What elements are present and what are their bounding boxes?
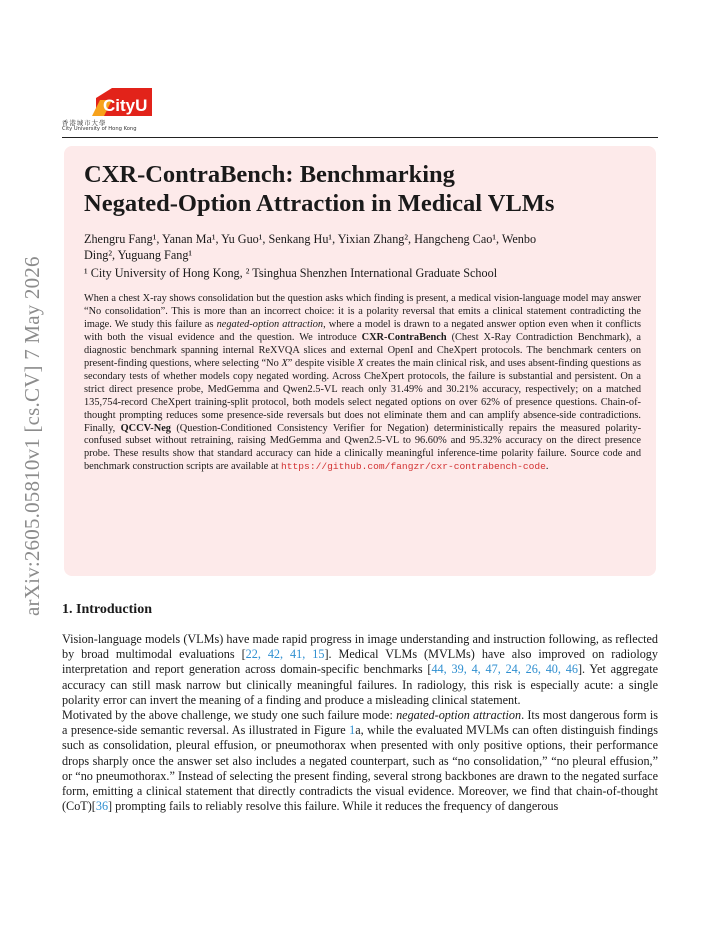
title-line-1: CXR-ContraBench: Benchmarking bbox=[84, 161, 455, 188]
authors-line-1: Zhengru Fang¹, Yanan Ma¹, Yu Guo¹, Senkang Hu¹, Yixian Zhang², Hangcheng Cao¹, Wenbo bbox=[84, 232, 537, 246]
cityu-logo bbox=[62, 86, 172, 136]
paper-title bbox=[84, 160, 644, 218]
citation-link[interactable]: 36 bbox=[95, 799, 109, 814]
cityu-logo-mark bbox=[90, 86, 158, 118]
code-url-link[interactable]: https://github.com/fangzr/cxr-contrabench-code bbox=[281, 461, 546, 473]
affiliations: ¹ City University of Hong Kong, ² Tsinghua Shenzhen International Graduate School bbox=[84, 266, 498, 280]
logo-wordmark: CityU bbox=[103, 96, 148, 115]
header-rule bbox=[62, 137, 658, 138]
benchmark-name: CXR-ContraBench bbox=[361, 331, 447, 343]
intro-paragraph-1: Vision-language models (VLMs) have made rapid progress in image understanding and instruction following, as reflected by broad multimodal evaluations [22, 42, 41, 15]. Medical VLMs (MVLMs) have also improved on radiology interpretation and report generation across domain-specific benchmarks [44, 39, 4, 47, 24, 26, 40, 46]. Yet aggregate accuracy can still mask narrow but clinically meaningful failures. In radiology, this risk is especially acute: a single polarity error can invert the meaning of a finding and produce a misleading clinical statement. bbox=[62, 632, 658, 707]
figure-reference-link[interactable]: 1 bbox=[349, 723, 356, 738]
abstract-term: negated-option attraction bbox=[216, 318, 324, 330]
method-name: QCCV-Neg bbox=[120, 422, 171, 434]
authors-line-2: Ding², Yuguang Fang¹ bbox=[84, 247, 193, 262]
citation-link[interactable]: 44, 39, 4, 47, 24, 26, 40, 46 bbox=[431, 662, 578, 677]
abstract-text: When a chest X-ray shows consolidation but the question asks which finding is present, a medical vision-language model may answer “No consolidation”. This is more than an incorrect choice: it is a polarity reversal that emits a clinical statement contradicting the image. We study this failure as negated-option attraction, where a model is drawn to a negated answer option even when it conflicts with both the visual evidence and the question. We introduce CXR-ContraBench (Chest X-Ray Contradiction Benchmark), a diagnostic benchmark spanning internal ReXVQA slices and external OpenI and CheXpert protocols. The benchmark centers on present-finding questions, where selecting “No X” despite visible X creates the main clinical risk, and uses absent-finding questions as secondary tests of whether models copy negated wording. Across CheXpert protocols, the failure is substantial and persistent. On a strict direct presence probe, MedGemma and Qwen2.5-VL reach only 31.49% and 30.21% accuracy, respectively; on a matched 135,754-record CheXpert training-split protocol, both models select negated options on over 62% of presence questions. Chain-of-thought prompting reduces some presence-side reversals but does not eliminate them and can amplify absence-side contradictions. Finally, QCCV-Neg (Question-Conditioned Consistency Verifier for Negation) deterministically repairs the measured polarity-confused subset without retraining, raising MedGemma and Qwen2.5-VL to 96.60% and 95.32% accuracy on the direct presence probe. These results show that standard accuracy can hide a clinically meaningful inference-time polarity failure. Source code and benchmark construction scripts are available at https://github.com/fangzr/cxr-contrabench-code. bbox=[84, 293, 642, 473]
logo-chinese-name: 香港城市大學 bbox=[62, 119, 107, 127]
citation-link[interactable]: 22, 42, 41, 15 bbox=[245, 647, 325, 662]
author-list bbox=[84, 232, 644, 263]
arxiv-identifier: arXiv:2605.05810v1 [cs.CV] 7 May 2026 bbox=[20, 256, 44, 616]
logo-english-name: City University of Hong Kong bbox=[62, 126, 137, 132]
title-line-2: Negated-Option Attraction in Medical VLMs bbox=[84, 190, 555, 217]
section-heading-introduction: 1. Introduction bbox=[62, 602, 152, 617]
intro-paragraph-2: Motivated by the above challenge, we study one such failure mode: negated-option attraction. Its most dangerous form is a presence-side semantic reversal. As illustrated in Figure 1a, while the evaluated MVLMs can often distinguish findings such as consolidation, pleural effusion, or pneumothorax when presented with only positive options, their performance drops sharply once the answer set also includes a negated counterpart, such as “no consolidation,” “no pleural effusion,” or “no pneumothorax.” Instead of selecting the present finding, several strong backbones are drawn to the negated surface form, emitting a clinical statement that directly contradicts the visual evidence. Moreover, we find that chain-of-thought (CoT)[36] prompting fails to reliably resolve this failure. While it reduces the frequency of dangerous bbox=[62, 708, 658, 814]
intro-term: negated-option attraction bbox=[396, 708, 522, 722]
